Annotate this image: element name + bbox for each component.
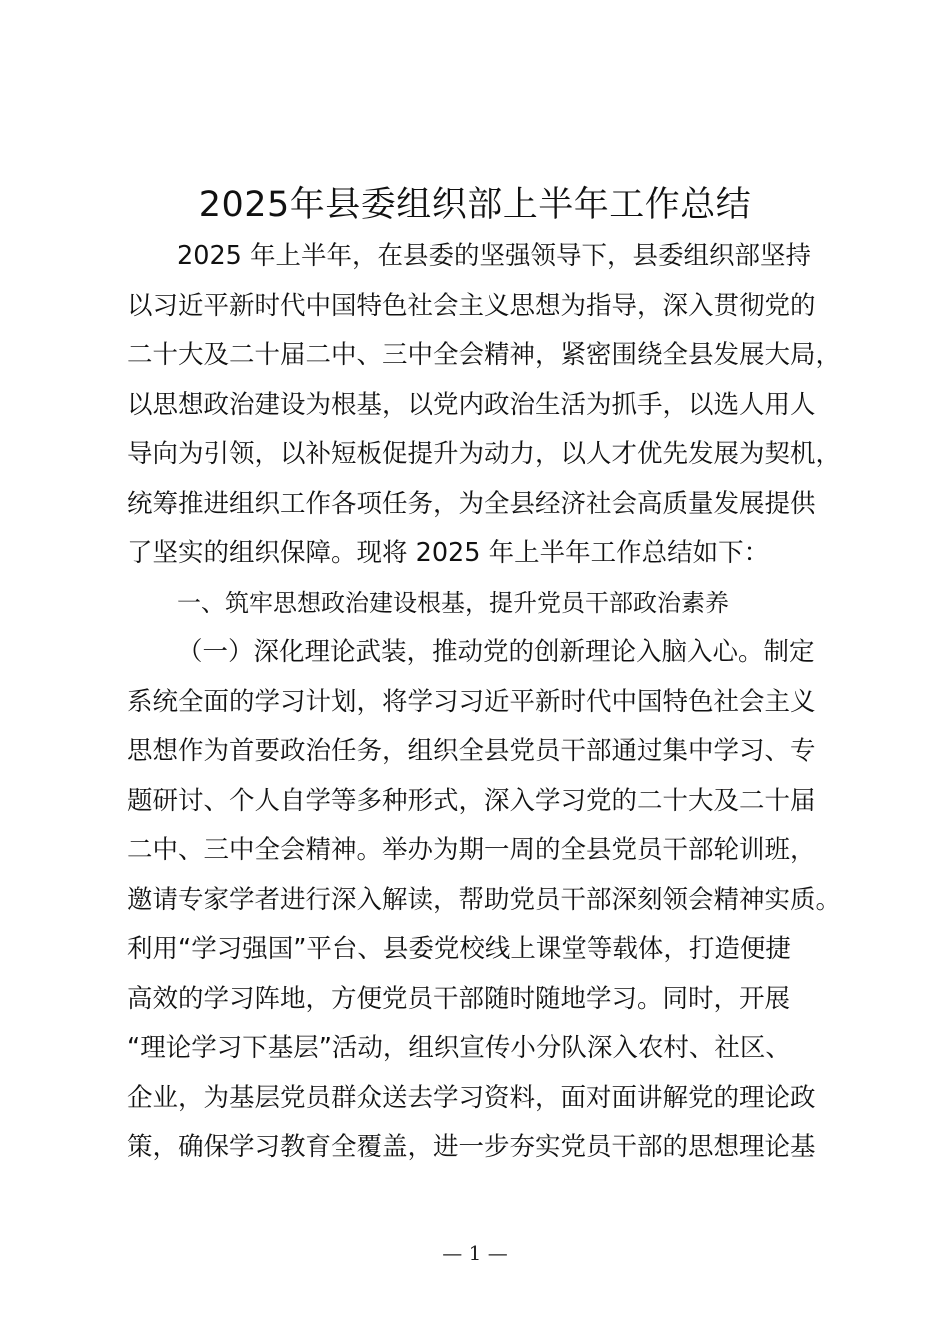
document-body [127,232,842,1173]
paragraph-line: 系统全面的学习计划，将学习习近平新时代中国特色社会主义 [127,686,816,717]
paragraph-line: 利用“学习强国”平台、县委党校线上课堂等载体，打造便捷 [127,934,791,964]
paragraph-line: 以习近平新时代中国特色社会主义思想为指导，深入贯彻党的 [127,290,816,321]
paragraph-line: 二十大及二十届二中、三中全会精神，紧密围绕全县发展大局， [127,340,842,370]
paragraph-line: 思想作为首要政治任务，组织全县党员干部通过集中学习、专 [127,736,816,766]
paragraph-line: 2025 年上半年，在县委的坚强领导下，县委组织部坚持 [177,241,812,271]
paragraph-line: 二中、三中全会精神。举办为期一周的全县党员干部轮训班， [127,835,816,865]
paragraph-line: 策，确保学习教育全覆盖，进一步夯实党员干部的思想理论基 [127,1132,816,1162]
paragraph-line: “理论学习下基层”活动，组织宣传小分队深入农村、社区、 [127,1033,791,1063]
paragraph-line: 高效的学习阵地，方便党员干部随时随地学习。同时，开展 [127,983,791,1014]
paragraph-line: 题研讨、个人自学等多种形式，深入学习党的二十大及二十届 [127,785,816,816]
paragraph-line: 导向为引领，以补短板促提升为动力，以人才优先发展为契机， [127,439,842,469]
document-title: 2025年县委组织部上半年工作总结 [198,185,752,225]
paragraph-line: 邀请专家学者进行深入解读，帮助党员干部深刻领会精神实质。 [127,884,842,915]
paragraph-line: 了坚实的组织保障。现将 2025 年上半年工作总结如下： [127,538,770,568]
paragraph-line: 以思想政治建设为根基，以党内政治生活为抓手，以选人用人 [127,389,816,420]
paragraph-line: 统筹推进组织工作各项任务，为全县经济社会高质量发展提供 [127,488,816,519]
section-heading: 一、筑牢思想政治建设根基，提升党员干部政治素养 [177,588,729,617]
paragraph-line: 企业，为基层党员群众送去学习资料，面对面讲解党的理论政 [127,1082,816,1113]
page-number: — 1 — [442,1241,508,1265]
paragraph-line: （一）深化理论武装，推动党的创新理论入脑入心。制定 [177,637,815,667]
